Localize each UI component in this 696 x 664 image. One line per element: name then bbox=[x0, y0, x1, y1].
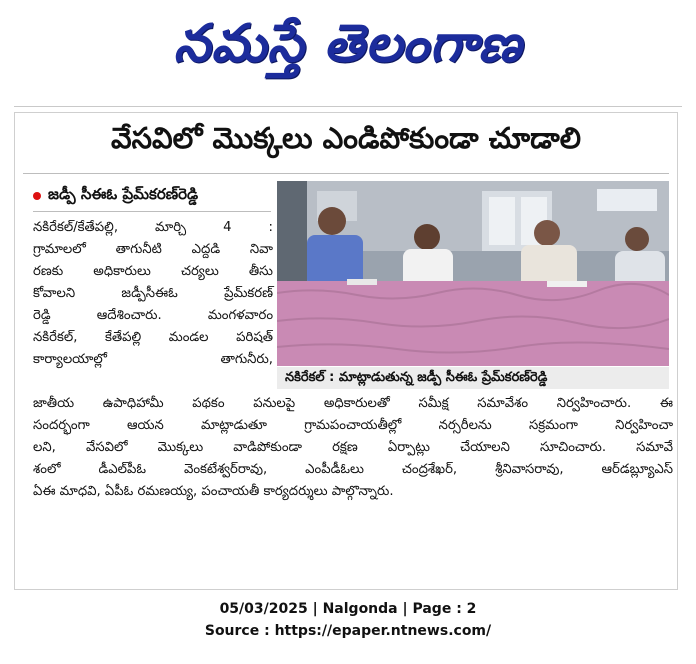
footer-source: Source : https://epaper.ntnews.com/ bbox=[204, 623, 492, 639]
body-line: కార్యాలయాల్లో తాగునీరు, bbox=[33, 352, 273, 367]
body-line: రణకు అధికారులు చర్యలు తీసు bbox=[33, 264, 273, 279]
body-line: జాతీయ ఉపాధిహామీ పథకం పనులపై అధికారులతో సమీక్ష సమావేశం నిర్వహించారు. ఈ bbox=[33, 396, 673, 411]
byline-divider bbox=[33, 211, 271, 212]
byline-text: జడ్పీ సీఈఓ ప్రేమ్‌కరణ్‌రెడ్డి bbox=[48, 185, 199, 203]
masthead-divider bbox=[14, 106, 682, 107]
bullet-icon bbox=[33, 192, 41, 200]
body-line: శంలో డీఎల్‌పీఓ వెంకటేశ్వర్‌రావు, ఎంపీడీఓలు చంద్రశేఖర్, శ్రీనివాసరావు, ఆర్‌డబ్ల్యూఎస్ bbox=[33, 462, 673, 477]
article-byline bbox=[33, 184, 198, 208]
photo-caption: నకిరేకల్ : మాట్లాడుతున్న జడ్పీ సీఈఓ ప్రేమ్‌కరణ్‌రెడ్డి bbox=[277, 367, 669, 389]
article-body-narrow bbox=[33, 217, 273, 371]
body-line: నకిరేకల్/కేతేపల్లి, మార్చి 4 : bbox=[33, 220, 273, 235]
headline-divider bbox=[23, 173, 669, 174]
meeting-photo-image bbox=[277, 181, 669, 366]
meeting-photo bbox=[277, 181, 669, 366]
newspaper-logo: నమస్తే తెలంగాణ bbox=[173, 13, 523, 74]
body-line: నకిరేకల్, కేతేపల్లి మండల పరిషత్ bbox=[33, 330, 273, 345]
body-line: రెడ్డి ఆదేశించారు. మంగళవారం bbox=[33, 308, 273, 323]
body-line: గ్రామాలలో తాగునీటి ఎద్దడి నివా bbox=[33, 242, 273, 257]
page-footer bbox=[0, 598, 696, 642]
footer-date-edition: 05/03/2025 | Nalgonda | Page : 2 bbox=[219, 601, 477, 617]
article-body-wide bbox=[33, 393, 673, 503]
masthead bbox=[0, 0, 696, 100]
body-line: కోవాలని జడ్పీసీఈఓ ప్రేమ్‌కరణ్ bbox=[33, 286, 273, 301]
body-line: లని, వేసవిలో మొక్కలు వాడిపోకుండా రక్షణ ఏర్పాట్లు చేయాలని సూచించారు. సమావే bbox=[33, 440, 673, 455]
body-line: సందర్భంగా ఆయన మాట్లాడుతూ గ్రామపంచాయతీల్లో నర్సరీలను సక్రమంగా నిర్వహించా bbox=[33, 418, 673, 433]
body-line: ఏఈ మాధవి, ఏపీఓ రమణయ్య, పంచాయతీ కార్యదర్శులు పాల్గొన్నారు. bbox=[33, 484, 394, 499]
article-headline: వేసవిలో మొక్కలు ఎండిపోకుండా చూడాలి bbox=[111, 121, 581, 155]
news-clipping bbox=[14, 112, 678, 590]
